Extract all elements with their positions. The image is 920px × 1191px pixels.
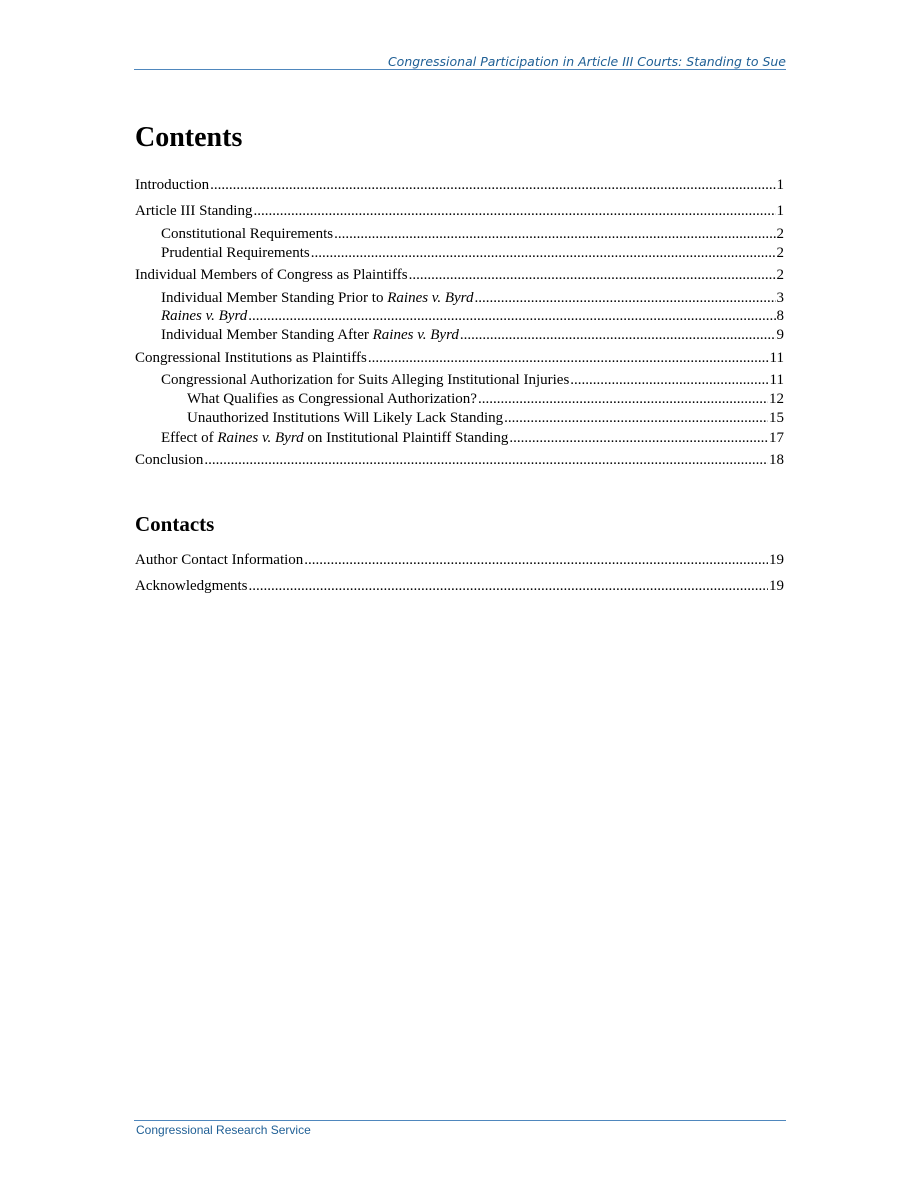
case-name: Raines v. Byrd <box>161 308 248 324</box>
toc-page-number: 9 <box>776 327 784 343</box>
toc-entry[interactable] <box>161 371 784 390</box>
footer-organization: Congressional Research Service <box>136 1123 311 1137</box>
toc-entry[interactable] <box>135 349 784 368</box>
toc-entry[interactable] <box>161 244 784 263</box>
header-rule <box>134 69 786 70</box>
label-text: Individual Members of Congress as Plaintiffs <box>135 267 408 283</box>
label-text: Prudential Requirements <box>161 245 310 261</box>
toc-page-number: 12 <box>769 391 784 407</box>
label-text: What Qualifies as Congressional Authorization? <box>187 391 477 407</box>
toc-entry-label <box>135 551 303 570</box>
label-text: Congressional Authorization for Suits Alleging Institutional Injuries <box>161 372 570 388</box>
toc-entry-label <box>161 244 310 263</box>
toc-entry[interactable] <box>187 390 784 409</box>
toc-entry[interactable] <box>135 266 784 285</box>
dot-leader <box>248 307 775 326</box>
toc-page-number: 19 <box>769 552 784 568</box>
toc-page-number: 11 <box>769 350 784 366</box>
dot-leader <box>311 244 776 263</box>
footer-rule <box>134 1120 786 1121</box>
dot-leader <box>368 349 769 368</box>
case-name: Raines v. Byrd <box>372 327 459 343</box>
toc-page-number: 1 <box>776 177 784 193</box>
toc-entry-label <box>161 225 333 244</box>
toc-entry-label <box>135 202 252 221</box>
label-text: Effect of <box>161 430 218 446</box>
toc-entry[interactable] <box>135 451 784 470</box>
dot-leader <box>570 371 768 390</box>
dot-leader <box>474 289 775 308</box>
toc-entry-label <box>161 307 247 326</box>
contents-heading: Contents <box>135 122 243 153</box>
label-text: Acknowledgments <box>135 578 248 594</box>
toc-page-number: 8 <box>776 308 784 324</box>
toc-page-number: 1 <box>776 203 784 219</box>
toc-page-number: 19 <box>769 578 784 594</box>
toc-page-number: 2 <box>776 226 784 242</box>
dot-leader <box>460 326 776 345</box>
label-text: Individual Member Standing After <box>161 327 373 343</box>
toc-entry[interactable] <box>161 429 784 448</box>
toc-entry-label <box>135 577 247 596</box>
toc-page-number: 18 <box>769 452 784 468</box>
dot-leader <box>210 176 775 195</box>
dot-leader <box>504 409 768 428</box>
dot-leader <box>248 577 768 596</box>
toc-entry-label <box>161 289 473 308</box>
toc-entry[interactable] <box>161 307 784 326</box>
toc-entry[interactable] <box>161 225 784 244</box>
case-name: Raines v. Byrd <box>387 290 474 306</box>
toc-entry[interactable] <box>135 551 784 570</box>
toc-entry[interactable] <box>135 202 784 221</box>
dot-leader <box>304 551 768 570</box>
toc-entry-label <box>161 371 569 390</box>
toc-entry-label <box>161 429 508 448</box>
toc-entry[interactable] <box>135 176 784 195</box>
label-text: on Institutional Plaintiff Standing <box>303 430 509 446</box>
contacts-heading: Contacts <box>135 512 215 536</box>
toc-entry[interactable] <box>135 577 784 596</box>
toc-page-number: 15 <box>769 410 784 426</box>
toc-entry[interactable] <box>161 326 784 345</box>
toc-entry-label <box>135 349 367 368</box>
toc-page-number: 2 <box>776 267 784 283</box>
toc-entry-label <box>135 266 408 285</box>
toc-entry-label <box>161 326 459 345</box>
toc-entry-label <box>187 390 477 409</box>
toc-page-number: 11 <box>769 372 784 388</box>
label-text: Conclusion <box>135 452 204 468</box>
label-text: Unauthorized Institutions Will Likely Lack Standing <box>187 410 504 426</box>
label-text: Congressional Institutions as Plaintiffs <box>135 350 367 366</box>
label-text: Constitutional Requirements <box>161 226 334 242</box>
toc-entry[interactable] <box>187 409 784 428</box>
label-text: Article III Standing <box>135 203 253 219</box>
toc-page-number: 17 <box>769 430 784 446</box>
toc-entry-label <box>187 409 503 428</box>
dot-leader <box>509 429 768 448</box>
toc-entry[interactable] <box>161 289 784 308</box>
case-name: Raines v. Byrd <box>217 430 304 446</box>
label-text: Individual Member Standing Prior to <box>161 290 388 306</box>
toc-entry-label <box>135 451 203 470</box>
dot-leader <box>204 451 768 470</box>
label-text: Author Contact Information <box>135 552 304 568</box>
toc-page-number: 2 <box>776 245 784 261</box>
dot-leader <box>409 266 776 285</box>
toc-entry-label <box>135 176 209 195</box>
toc-page-number: 3 <box>776 290 784 306</box>
dot-leader <box>478 390 768 409</box>
dot-leader <box>253 202 775 221</box>
label-text: Introduction <box>135 177 210 193</box>
dot-leader <box>334 225 775 244</box>
running-title: Congressional Participation in Article III Courts: Standing to Sue <box>387 54 786 69</box>
